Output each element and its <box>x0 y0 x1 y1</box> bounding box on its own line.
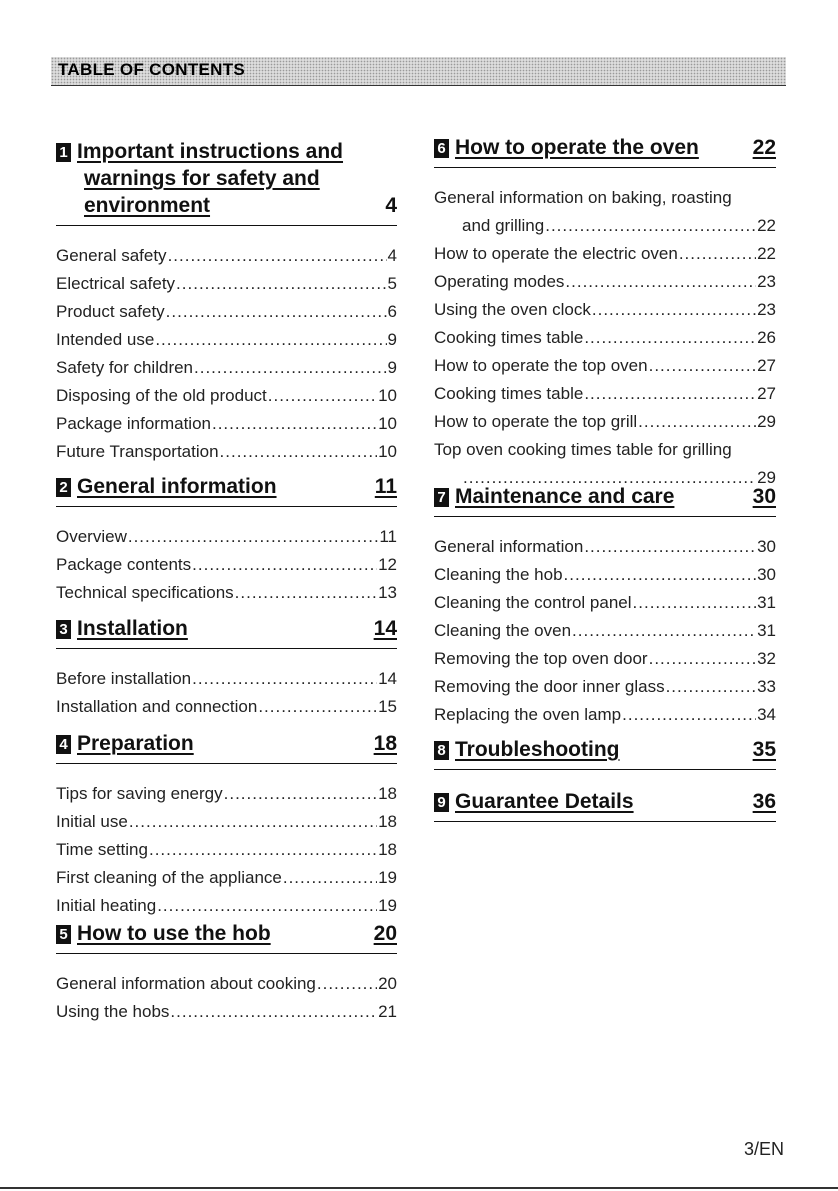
entry-page-number: 26 <box>757 328 776 347</box>
entry-page-number: 33 <box>757 677 776 696</box>
toc-entry[interactable] <box>56 382 397 410</box>
entry-label: Tips for saving energy <box>56 784 223 803</box>
toc-entry[interactable] <box>56 242 397 270</box>
dot-leader <box>633 589 757 617</box>
toc-section-4 <box>56 730 397 920</box>
section-page-number: 20 <box>373 922 397 945</box>
toc-entry[interactable] <box>434 352 776 380</box>
section-page-number: 18 <box>373 732 397 755</box>
section-page-number: 11 <box>374 475 397 498</box>
toc-entry[interactable] <box>56 579 397 607</box>
section-title: warnings for safety and <box>84 167 320 190</box>
entry-label: Using the oven clock <box>434 300 591 319</box>
entry-list <box>56 665 397 721</box>
entry-label: General information <box>434 537 584 556</box>
section-title: Installation <box>77 617 188 640</box>
section-page-number: 30 <box>752 485 776 508</box>
section-title-group <box>56 473 277 500</box>
toc-entry[interactable] <box>434 184 776 240</box>
entry-page-number: 23 <box>757 272 776 291</box>
toc-entry[interactable] <box>434 617 776 645</box>
entry-label: Future Transportation <box>56 442 219 461</box>
section-title-group <box>434 483 674 510</box>
toc-entry[interactable] <box>56 438 397 466</box>
section-heading[interactable] <box>56 730 397 764</box>
toc-entry[interactable] <box>56 808 397 836</box>
toc-entry[interactable] <box>434 324 776 352</box>
dot-leader <box>679 240 756 268</box>
entry-label: Time setting <box>56 840 148 859</box>
dot-leader <box>192 665 377 693</box>
toc-entry[interactable] <box>56 693 397 721</box>
toc-entry[interactable] <box>56 410 397 438</box>
entry-label: Overview <box>56 527 127 546</box>
dot-leader <box>268 382 377 410</box>
entry-label: How to operate the top grill <box>434 412 638 431</box>
dot-leader <box>166 298 387 326</box>
section-title-line <box>56 165 397 192</box>
dot-leader <box>168 242 387 270</box>
section-number-badge: 9 <box>434 793 449 812</box>
entry-page-number: 4 <box>387 246 397 265</box>
entry-page-number: 22 <box>757 244 776 263</box>
toc-title: TABLE OF CONTENTS <box>58 60 246 79</box>
entry-label: Cleaning the control panel <box>434 593 632 612</box>
toc-entry[interactable] <box>434 380 776 408</box>
toc-entry[interactable] <box>56 864 397 892</box>
section-title-group <box>56 615 188 642</box>
section-title: Preparation <box>77 732 194 755</box>
toc-entry[interactable] <box>434 645 776 673</box>
section-number-badge: 6 <box>434 139 449 158</box>
entry-page-number: 10 <box>378 414 397 433</box>
entry-page-number: 10 <box>378 442 397 461</box>
entry-page-number: 21 <box>378 1002 397 1021</box>
section-number-badge: 7 <box>434 488 449 507</box>
dot-leader <box>220 438 378 466</box>
entry-continuation <box>434 212 776 240</box>
entry-label: Before installation <box>56 669 192 688</box>
section-title: Important instructions and <box>77 140 344 163</box>
section-title-group <box>56 920 271 947</box>
toc-entry[interactable] <box>434 589 776 617</box>
dot-leader <box>192 551 377 579</box>
section-page-number: 36 <box>752 790 776 813</box>
section-page-number: 4 <box>385 194 397 217</box>
toc-entry[interactable] <box>56 354 397 382</box>
section-heading[interactable] <box>56 615 397 649</box>
entry-list <box>56 970 397 1026</box>
entry-page-number: 23 <box>757 300 776 319</box>
entry-label: Top oven cooking times table for grilling <box>434 440 732 459</box>
section-heading[interactable] <box>434 788 776 822</box>
section-title-group <box>434 736 619 763</box>
entry-page-number: 13 <box>378 583 397 602</box>
entry-label: General information on baking, roasting <box>434 188 732 207</box>
dot-leader <box>170 998 377 1026</box>
entry-label: Replacing the oven lamp <box>434 705 622 724</box>
section-title: Maintenance and care <box>455 485 675 508</box>
dot-leader <box>283 864 377 892</box>
section-number-badge: 4 <box>56 735 71 754</box>
entry-page-number: 9 <box>387 330 397 349</box>
entry-page-number: 34 <box>757 705 776 724</box>
entry-page-number: 18 <box>378 812 397 831</box>
section-title: General information <box>77 475 277 498</box>
dot-leader <box>666 673 757 701</box>
toc-section-1 <box>56 138 397 466</box>
entry-list <box>56 780 397 920</box>
entry-page-number: 10 <box>378 386 397 405</box>
entry-page-number: 27 <box>757 356 776 375</box>
entry-label-cont: and grilling <box>462 216 545 235</box>
dot-leader <box>564 561 757 589</box>
section-heading[interactable] <box>434 483 776 517</box>
dot-leader <box>194 354 387 382</box>
toc-entry[interactable] <box>434 673 776 701</box>
toc-entry[interactable] <box>434 701 776 729</box>
toc-entry[interactable] <box>434 240 776 268</box>
toc-section-8 <box>434 736 776 770</box>
section-heading[interactable] <box>434 134 776 168</box>
section-page-number: 35 <box>752 738 776 761</box>
dot-leader <box>149 836 377 864</box>
toc-entry[interactable] <box>56 551 397 579</box>
entry-page-number: 30 <box>757 537 776 556</box>
entry-page-number: 18 <box>378 840 397 859</box>
toc-entry[interactable] <box>56 780 397 808</box>
entry-page-number: 31 <box>757 593 776 612</box>
section-page-number: 14 <box>373 617 397 640</box>
entry-list <box>56 242 397 466</box>
toc-entry[interactable] <box>56 836 397 864</box>
entry-page-number: 29 <box>757 468 776 487</box>
entry-label: Removing the top oven door <box>434 649 648 668</box>
section-number-badge: 3 <box>56 620 71 639</box>
dot-leader <box>212 410 377 438</box>
entry-label: How to operate the electric oven <box>434 244 678 263</box>
entry-page-number: 29 <box>757 412 776 431</box>
page-number: 3/EN <box>743 1139 784 1159</box>
entry-label: Cleaning the oven <box>434 621 572 640</box>
section-number-badge: 8 <box>434 741 449 760</box>
section-title: environment <box>84 194 211 217</box>
dot-leader <box>317 970 377 998</box>
toc-section-7 <box>434 483 776 729</box>
section-title-group <box>434 788 634 815</box>
section-heading[interactable] <box>56 138 397 226</box>
dot-leader <box>224 780 377 808</box>
dot-leader <box>128 523 378 551</box>
dot-leader <box>129 808 377 836</box>
dot-leader <box>649 645 756 673</box>
dot-leader <box>622 701 756 729</box>
dot-leader <box>155 326 386 354</box>
entry-label: Disposing of the old product <box>56 386 267 405</box>
dot-leader <box>649 352 756 380</box>
entry-label: Package information <box>56 414 211 433</box>
toc-entry[interactable] <box>434 268 776 296</box>
entry-label: Product safety <box>56 302 165 321</box>
toc-entry[interactable] <box>56 998 397 1026</box>
section-title: How to use the hob <box>77 922 271 945</box>
entry-label: Cleaning the hob <box>434 565 563 584</box>
entry-page-number: 9 <box>387 358 397 377</box>
toc-section-2 <box>56 473 397 607</box>
entry-label: Electrical safety <box>56 274 176 293</box>
dot-leader <box>176 270 386 298</box>
entry-list <box>56 523 397 607</box>
entry-label: General safety <box>56 246 167 265</box>
toc-entry[interactable] <box>434 533 776 561</box>
dot-leader <box>584 380 756 408</box>
section-heading[interactable] <box>434 736 776 770</box>
entry-page-number: 5 <box>387 274 397 293</box>
toc-section-3 <box>56 615 397 721</box>
toc-entry[interactable] <box>434 561 776 589</box>
entry-label: First cleaning of the appliance <box>56 868 282 887</box>
entry-page-number: 22 <box>757 216 776 235</box>
entry-label: Safety for children <box>56 358 194 377</box>
entry-page-number: 30 <box>757 565 776 584</box>
section-number-badge: 5 <box>56 925 71 944</box>
entry-page-number: 19 <box>378 868 397 887</box>
section-title: Troubleshooting <box>455 738 620 761</box>
dot-leader <box>584 533 756 561</box>
section-title-group <box>434 134 699 161</box>
toc-section-9 <box>434 788 776 822</box>
dot-leader <box>572 617 756 645</box>
section-title: How to operate the oven <box>455 136 699 159</box>
entry-page-number: 14 <box>378 669 397 688</box>
entry-page-number: 20 <box>378 974 397 993</box>
entry-label: Cooking times table <box>434 328 584 347</box>
toc-header-bar <box>51 57 786 86</box>
entry-page-number: 32 <box>757 649 776 668</box>
section-title-line <box>56 192 397 219</box>
dot-leader <box>157 892 377 920</box>
section-number-badge: 2 <box>56 478 71 497</box>
toc-entry[interactable] <box>56 270 397 298</box>
toc-section-6 <box>434 134 776 492</box>
toc-entry[interactable] <box>56 665 397 693</box>
entry-label: Using the hobs <box>56 1002 170 1021</box>
entry-label: Installation and connection <box>56 697 258 716</box>
toc-entry[interactable] <box>434 408 776 436</box>
section-number-badge: 1 <box>56 143 71 162</box>
entry-page-number: 27 <box>757 384 776 403</box>
dot-leader <box>638 408 756 436</box>
entry-label: Package contents <box>56 555 192 574</box>
section-heading[interactable] <box>56 473 397 507</box>
section-heading[interactable] <box>56 920 397 954</box>
entry-page-number: 12 <box>378 555 397 574</box>
dot-leader <box>545 212 756 240</box>
entry-page-number: 15 <box>378 697 397 716</box>
toc-entry[interactable] <box>434 296 776 324</box>
entry-page-number: 6 <box>387 302 397 321</box>
section-title-group <box>56 730 194 757</box>
entry-label: Cooking times table <box>434 384 584 403</box>
bottom-rule <box>0 1187 838 1189</box>
dot-leader <box>584 324 756 352</box>
entry-list <box>434 184 776 492</box>
entry-label: Technical specifications <box>56 583 234 602</box>
entry-page-number: 11 <box>379 527 397 546</box>
toc-entry[interactable] <box>56 326 397 354</box>
entry-page-number: 31 <box>757 621 776 640</box>
entry-list <box>434 533 776 729</box>
toc-entry[interactable] <box>56 892 397 920</box>
entry-label: Initial heating <box>56 896 157 915</box>
entry-page-number: 18 <box>378 784 397 803</box>
dot-leader <box>258 693 377 721</box>
entry-label: Intended use <box>56 330 155 349</box>
entry-label: Operating modes <box>434 272 565 291</box>
toc-entry[interactable] <box>56 523 397 551</box>
dot-leader <box>565 268 756 296</box>
entry-page-number: 19 <box>378 896 397 915</box>
toc-entry[interactable] <box>56 970 397 998</box>
dot-leader <box>592 296 756 324</box>
toc-section-5 <box>56 920 397 1026</box>
dot-leader <box>235 579 377 607</box>
section-title: Guarantee Details <box>455 790 634 813</box>
entry-label: General information about cooking <box>56 974 316 993</box>
entry-label: Initial use <box>56 812 128 831</box>
section-page-number: 22 <box>752 136 776 159</box>
entry-label: How to operate the top oven <box>434 356 648 375</box>
toc-entry[interactable] <box>56 298 397 326</box>
entry-label: Removing the door inner glass <box>434 677 665 696</box>
section-title-line <box>56 138 397 165</box>
